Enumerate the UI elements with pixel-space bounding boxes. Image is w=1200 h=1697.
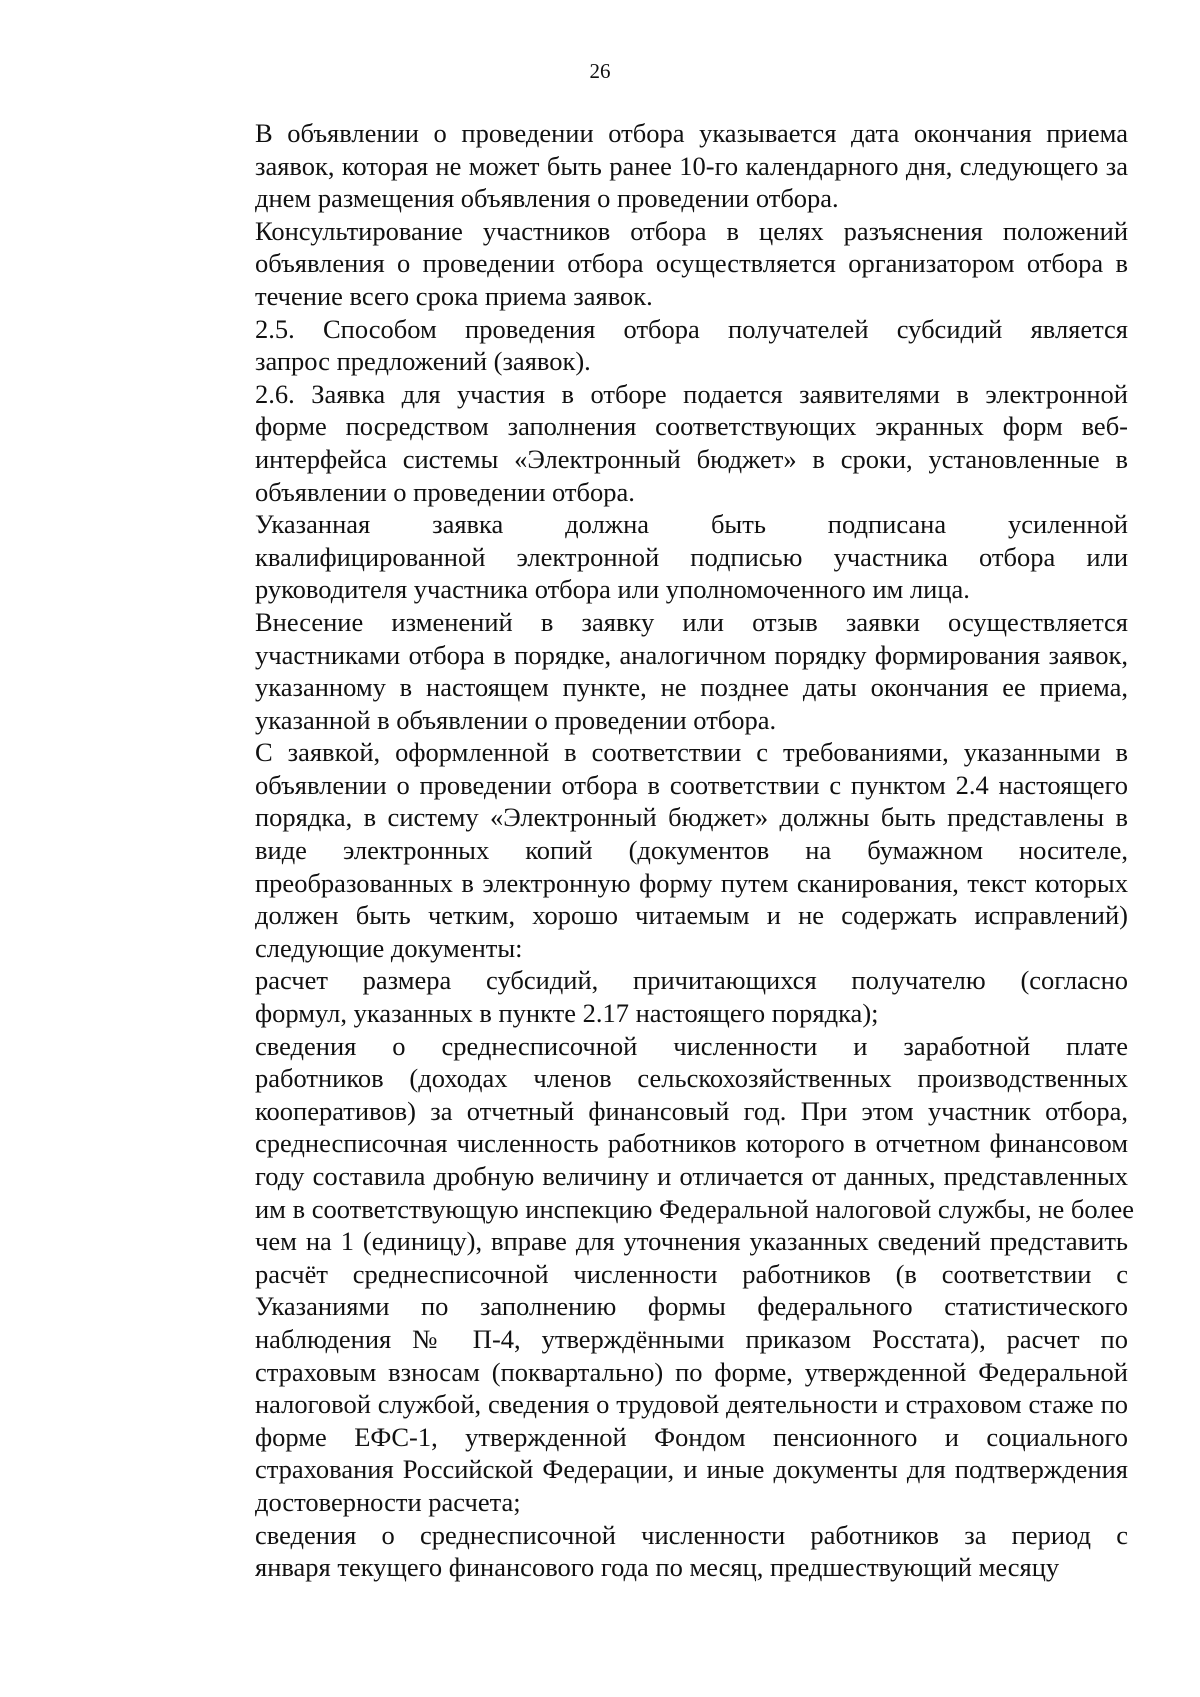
text-line: форме ЕФС-1, утвержденной Фондом пенсионного и социального (255, 1421, 1128, 1452)
text-line: страховым взносам (поквартально) по форме, утвержденной Федеральной (255, 1356, 1128, 1387)
paragraph (186, 1030, 1135, 1519)
paragraph (186, 606, 1128, 736)
text-line: среднесписочная численность работников которого в отчетном финансовом (255, 1128, 1128, 1159)
text-line: налоговой службой, сведения о трудовой деятельности и страховом стаже по (255, 1389, 1128, 1420)
text-line: квалифицированной электронной подписью участника отбора или (255, 541, 1128, 572)
text-line: В объявлении о проведении отбора указывается дата окончания приема (255, 118, 1128, 148)
text-line: указанной в объявлении о проведении отбора. (255, 704, 777, 735)
paragraph (186, 1519, 1128, 1584)
paragraph (186, 964, 1128, 1029)
text-line: преобразованных в электронную форму путем сканирования, текст которых (255, 867, 1128, 898)
text-line: достоверности расчета; (255, 1486, 521, 1517)
paragraph (186, 736, 1128, 964)
text-line: расчёт среднесписочной численности работников (в соответствии с (255, 1258, 1128, 1289)
text-line: должен быть четким, хорошо читаемым и не содержать исправлений) (255, 900, 1128, 931)
text-line: заявок, которая не может быть ранее 10-го календарного дня, следующего за (255, 150, 1128, 181)
text-line: форме посредством заполнения соответствующих экранных форм веб- (255, 411, 1128, 442)
text-line: 2.5. Способом проведения отбора получателей субсидий является (255, 313, 1128, 344)
paragraph (186, 508, 1128, 606)
text-line: кооперативов) за отчетный финансовый год. При этом участник отбора, (255, 1095, 1128, 1126)
text-line: днем размещения объявления о проведении отбора. (255, 183, 839, 214)
text-line: интерфейса системы «Электронный бюджет» в сроки, установленные в (255, 443, 1128, 474)
text-line: запрос предложений (заявок). (255, 346, 591, 377)
text-line: объявления о проведении отбора осуществляется организатором отбора в (255, 248, 1128, 279)
text-line: Внесение изменений в заявку или отзыв заявки осуществляется (255, 606, 1128, 637)
paragraph (186, 313, 1128, 378)
paragraph (186, 378, 1128, 508)
text-line: сведения о среднесписочной численности работников за период с (255, 1519, 1128, 1550)
text-line: Указанная заявка должна быть подписана усиленной (255, 509, 1128, 540)
paragraph (186, 215, 1128, 313)
text-line: наблюдения № П-4, утверждёнными приказом Росстата), расчет по (255, 1323, 1128, 1354)
text-line: формул, указанных в пункте 2.17 настоящего порядка); (255, 998, 879, 1029)
paragraph (186, 117, 1128, 215)
text-line: сведения о среднесписочной численности и заработной плате (255, 1030, 1128, 1061)
text-line: участниками отбора в порядке, аналогичном порядку формирования заявок, (255, 639, 1128, 670)
text-line: чем на 1 (единицу), вправе для уточнения указанных сведений представить (255, 1226, 1128, 1257)
text-line: С заявкой, оформленной в соответствии с требованиями, указанными в (255, 737, 1128, 768)
text-line: руководителя участника отбора или уполномоченного им лица. (255, 574, 970, 605)
text-line: страхования Российской Федерации, и иные документы для подтверждения (255, 1454, 1128, 1485)
document-body (186, 117, 1135, 1584)
text-line: порядка, в систему «Электронный бюджет» должны быть представлены в (255, 802, 1128, 833)
text-line: следующие документы: (255, 932, 523, 963)
text-line: 2.6. Заявка для участия в отборе подается заявителями в электронной (255, 378, 1128, 409)
text-line: им в соответствующую инспекцию Федеральной налоговой службы, не более (255, 1193, 1135, 1224)
text-line: объявлении о проведении отбора. (255, 476, 635, 507)
text-line: виде электронных копий (документов на бумажном носителе, (255, 835, 1128, 866)
page-number: 26 (589, 59, 611, 83)
text-line: работников (доходах членов сельскохозяйственных производственных (255, 1063, 1128, 1094)
text-line: году составила дробную величину и отличается от данных, представленных (255, 1161, 1128, 1191)
text-line: Консультирование участников отбора в целях разъяснения положений (255, 215, 1128, 246)
text-line: течение всего срока приема заявок. (255, 280, 653, 311)
text-line: Указаниями по заполнению формы федерального статистического (255, 1291, 1128, 1322)
text-line: расчет размера субсидий, причитающихся получателю (согласно (255, 965, 1128, 996)
text-line: января текущего финансового года по месяц, предшествующий месяцу (255, 1552, 1060, 1583)
text-line: указанному в настоящем пункте, не позднее даты окончания ее приема, (255, 672, 1128, 703)
text-line: объявлении о проведении отбора в соответствии с пунктом 2.4 настоящего (255, 769, 1128, 800)
